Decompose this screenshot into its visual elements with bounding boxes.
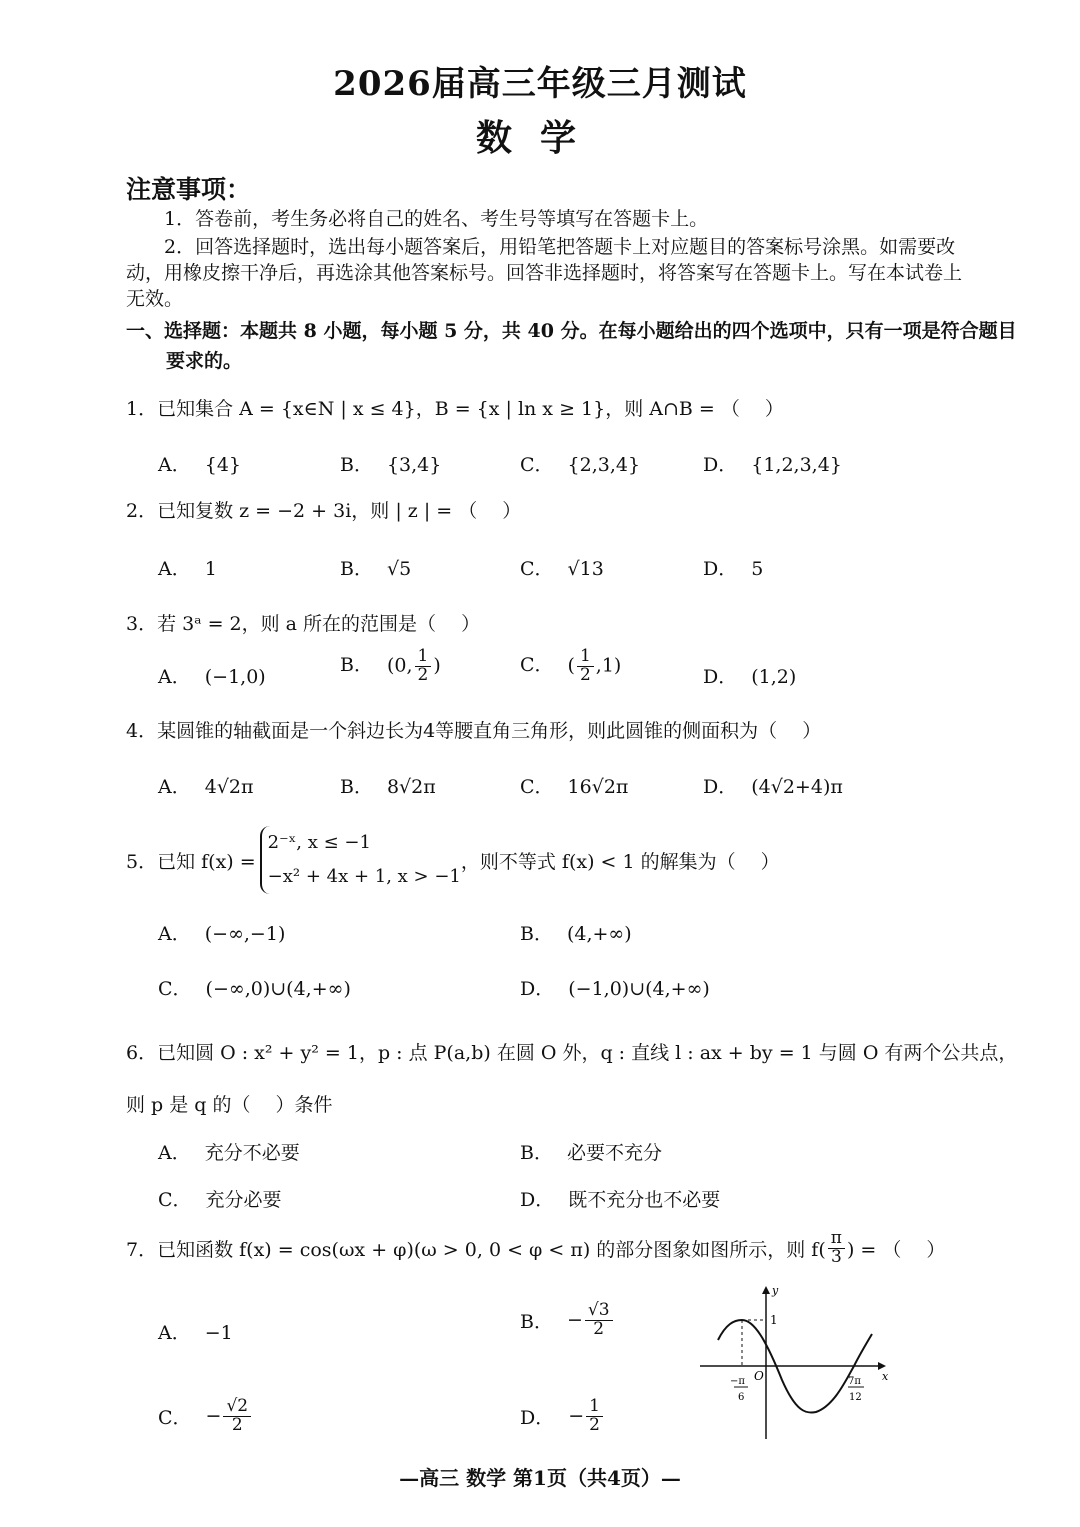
q7-option-d: D． − $\frac{1}{2}$ — [520, 1398, 605, 1435]
question-1: 1．已知集合 A = {x∈N | x ≤ 4}，B = {x | ln x ≥ 1}，则 A∩B = （ ） — [126, 398, 784, 420]
q4-option-b: B． 8√2π — [340, 776, 436, 798]
q4-option-d: D． (4√2+4)π — [703, 776, 843, 798]
q7-option-b: B． − $\frac{√3}{2}$ — [520, 1302, 615, 1339]
q2-option-a: A． 1 — [158, 558, 217, 580]
question-3: 3．若 3ᵃ = 2，则 a 所在的范围是（ ） — [126, 613, 481, 635]
subject-title: 数学 — [475, 117, 604, 159]
q7-option-c: C． − $\frac{√2}{2}$ — [158, 1398, 253, 1435]
fraction: $\frac{1}{2}$ — [586, 1398, 603, 1435]
question-6-line-1: 6．已知圆 O : x² + y² = 1，p : 点 P(a,b) 在圆 O 外，q : 直线 l : ax + by = 1 与圆 O 有两个公共点， — [126, 1042, 1018, 1064]
q2-option-d: D． 5 — [703, 558, 764, 580]
question-4: 4．某圆锥的轴截面是一个斜边长为4等腰直角三角形，则此圆锥的侧面积为（ ） — [126, 720, 822, 742]
q1-option-c: C． {2,3,4} — [520, 454, 641, 476]
fraction: $\frac{1}{2}$ — [415, 648, 432, 685]
neg-pi-label: −π — [730, 1376, 745, 1387]
piecewise-system: 2⁻ˣ, x ≤ −1 −x² + 4x + 1, x > −1 — [260, 826, 461, 894]
q5-option-a: A． (−∞,−1) — [158, 923, 286, 945]
q4-option-a: A． 4√2π — [158, 776, 254, 798]
x-label: x — [882, 1370, 889, 1383]
q5-option-d: D． (−1,0)∪(4,+∞) — [520, 978, 710, 1000]
q5-option-b: B． (4,+∞) — [520, 923, 632, 945]
page-footer: —高三 数学 第1页（共4页）— — [399, 1466, 681, 1490]
q3-option-c: C． ( $\frac{1}{2}$ ,1) — [520, 646, 622, 685]
notice-item-1: 1．答卷前，考生务必将自己的姓名、考生号等填写在答题卡上。 — [164, 208, 709, 230]
q1-option-b: B． {3,4} — [340, 454, 442, 476]
one-label: 1 — [770, 1313, 778, 1327]
section-heading: 一、选择题：本题共 8 小题，每小题 5 分，共 40 分。在每小题给出的四个选项中，只有一项是符合题目要求的。 — [126, 320, 1017, 372]
q2-option-b: B． √5 — [340, 558, 412, 580]
notice-item-2: 2．回答选择题时，选出每小题答案后，用铅笔把答题卡上对应题目的答案标号涂黑。如需要改动，用橡皮擦干净后，再选涂其他答案标号。回答非选择题时，将答案写在答题卡上。写在本试卷上无效。 — [126, 236, 963, 310]
cosine-graph — [696, 1284, 896, 1444]
y-label: y — [772, 1284, 779, 1297]
q6-option-d: D． 既不充分也不必要 — [520, 1189, 721, 1211]
seven-pi-label: 7π — [848, 1376, 861, 1387]
notice-heading: 注意事项： — [126, 175, 252, 204]
question-6-line-2: 则 p 是 q 的（ ）条件 — [126, 1094, 333, 1116]
twelve-label: 12 — [849, 1392, 862, 1403]
q1-option-d: D． {1,2,3,4} — [703, 454, 842, 476]
q3-option-d: D． (1,2) — [703, 666, 797, 688]
q6-option-b: B． 必要不充分 — [520, 1142, 662, 1164]
q5-option-c: C． (−∞,0)∪(4,+∞) — [158, 978, 351, 1000]
q6-option-c: C． 充分必要 — [158, 1189, 282, 1211]
x-axis-arrow — [878, 1362, 886, 1370]
q1-option-a: A． {4} — [158, 454, 241, 476]
q4-option-c: C． 16√2π — [520, 776, 629, 798]
origin-label: O — [754, 1369, 764, 1383]
fraction: $\frac{√3}{2}$ — [585, 1302, 613, 1339]
exam-title: 2026届高三年级三月测试 — [333, 64, 747, 104]
question-5: 5．已知 f(x) = 2⁻ˣ, x ≤ −1 −x² + 4x + 1, x > −1 ，则不等式 f(x) < 1 的解集为（ ） — [126, 826, 780, 894]
q7-option-a: A． −1 — [158, 1322, 233, 1344]
q2-option-c: C． √13 — [520, 558, 604, 580]
question-2: 2．已知复数 z = −2 + 3i，则 | z | = （ ） — [126, 500, 522, 522]
fraction: $\frac{\pi}{3}$ — [828, 1230, 845, 1267]
fraction: $\frac{1}{2}$ — [577, 648, 594, 685]
six-label: 6 — [738, 1392, 745, 1403]
q6-option-a: A． 充分不必要 — [158, 1142, 300, 1164]
y-axis-arrow — [762, 1286, 770, 1294]
question-7: 7．已知函数 f(x) = cos(ωx + φ)(ω > 0, 0 < φ < π) 的部分图象如图所示，则 f( $\frac{\pi}{3}$ ) = （ ） — [126, 1228, 946, 1267]
fraction: $\frac{√2}{2}$ — [223, 1398, 251, 1435]
q3-option-a: A． (−1,0) — [158, 666, 266, 688]
q3-option-b: B． (0, $\frac{1}{2}$ ) — [340, 646, 441, 685]
